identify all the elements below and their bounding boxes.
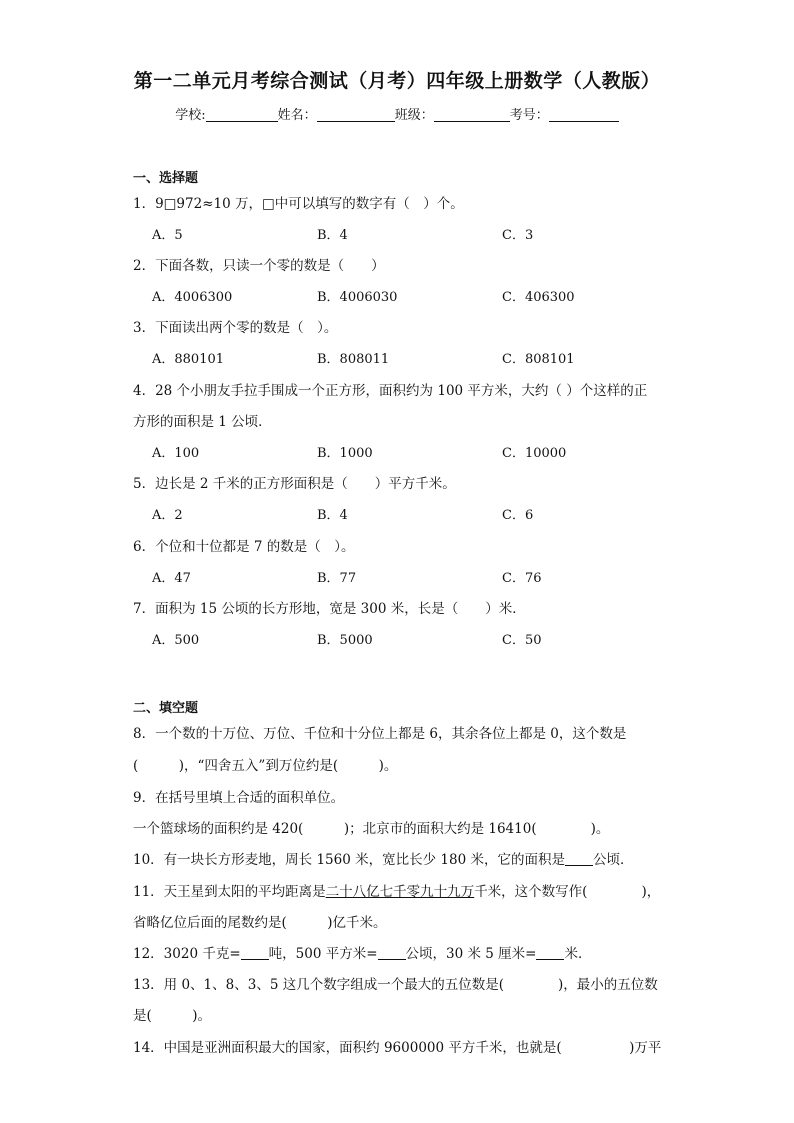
q6-option-c[interactable]: C．76 <box>502 571 542 586</box>
q1-option-c[interactable]: C．3 <box>502 228 534 243</box>
q4-option-c[interactable]: C．10000 <box>502 446 567 461</box>
school-label: 学校: <box>175 108 206 123</box>
q10-text: 10．有一块长方形麦地，周长 1560 米，宽比长少 180 米，它的面积是 <box>133 852 565 868</box>
question-13-line2: 是( )。 <box>133 1008 212 1024</box>
question-9-line1: 9．在括号里填上合适的面积单位。 <box>133 790 345 806</box>
q1-option-b[interactable]: B．4 <box>317 228 348 243</box>
q12-blank-2[interactable] <box>378 946 406 960</box>
q12-part3: 公顷，30 米 5 厘米= <box>405 946 537 962</box>
class-label: 班级： <box>394 108 434 123</box>
question-6: 6．个位和十位都是 7 的数是（ ）。 <box>133 539 355 555</box>
q12-blank-1[interactable] <box>241 946 269 960</box>
student-info <box>0 104 794 123</box>
question-4-line1: 4．28 个小朋友手拉手围成一个正方形，面积约为 100 平方米，大约（ ）个这样的正 <box>133 383 648 399</box>
question-10 <box>133 848 633 868</box>
page-title: 第一二单元月考综合测试（月考）四年级上册数学（人教版） <box>133 70 661 92</box>
q3-option-c[interactable]: C．808101 <box>502 352 575 367</box>
q3-option-a[interactable]: A．880101 <box>152 352 225 367</box>
question-12 <box>133 942 591 962</box>
question-11-line2: 省略亿位后面的尾数约是( )亿千米。 <box>133 915 387 931</box>
q1-option-a[interactable]: A．5 <box>152 228 183 243</box>
question-9-line2: 一个篮球场的面积约是 420( )；北京市的面积大约是 16410( )。 <box>133 821 610 837</box>
question-1: 1．9□972≈10 万，□中可以填写的数字有（ ）个。 <box>133 196 464 212</box>
name-blank[interactable] <box>317 107 395 122</box>
q2-option-a[interactable]: A．4006300 <box>152 290 233 305</box>
question-4-line2: 方形的面积是 1 公顷． <box>133 414 272 430</box>
q2-option-c[interactable]: C．406300 <box>502 290 575 305</box>
question-13-line1: 13．用 0、1、8、3、5 这几个数字组成一个最大的五位数是( )，最小的五位数 <box>133 977 658 993</box>
q11-underlined-number: 二十八亿七千零九十九万 <box>325 884 475 900</box>
q7-option-b[interactable]: B．5000 <box>317 633 373 648</box>
school-blank[interactable] <box>206 107 278 122</box>
question-8-line2: ( )，“四舍五入”到万位约是( )。 <box>133 758 398 774</box>
question-7: 7．面积为 15 公顷的长方形地，宽是 300 米，长是（ ）米． <box>133 601 526 617</box>
question-8-line1: 8．一个数的十万位、万位、千位和十分位上都是 6，其余各位上都是 0，这个数是 <box>133 726 627 742</box>
q10-unit: 公顷． <box>592 852 634 868</box>
q12-blank-3[interactable] <box>536 946 564 960</box>
q12-part1: 12．3020 千克= <box>133 946 241 962</box>
q5-option-b[interactable]: B．4 <box>317 508 348 523</box>
q10-blank[interactable] <box>565 852 593 866</box>
class-blank[interactable] <box>434 107 510 122</box>
question-2: 2．下面各数，只读一个零的数是（ ） <box>133 258 385 274</box>
q7-option-a[interactable]: A．500 <box>152 633 200 648</box>
section-choice-heading: 一、选择题 <box>133 171 199 186</box>
question-11-line1 <box>133 880 660 900</box>
q6-option-a[interactable]: A．47 <box>152 571 191 586</box>
q11-text-pre: 11．天王星到太阳的平均距离是 <box>133 884 326 900</box>
q2-option-b[interactable]: B．4006030 <box>317 290 398 305</box>
q3-option-b[interactable]: B．808011 <box>317 352 390 367</box>
question-14-line1: 14．中国是亚洲面积最大的国家，面积约 9600000 平方千米，也就是( )万平 <box>133 1040 662 1056</box>
question-5: 5．边长是 2 千米的正方形面积是（ ）平方千米。 <box>133 476 456 492</box>
number-label: 考号： <box>509 108 549 123</box>
q4-option-a[interactable]: A．100 <box>152 446 200 461</box>
q4-option-b[interactable]: B．1000 <box>317 446 373 461</box>
q7-option-c[interactable]: C．50 <box>502 633 542 648</box>
question-3: 3．下面读出两个零的数是（ ）。 <box>133 320 338 336</box>
q6-option-b[interactable]: B．77 <box>317 571 357 586</box>
q11-text-post: 千米，这个数写作( )， <box>474 884 661 900</box>
name-label: 姓名： <box>277 108 317 123</box>
section-fill-heading: 二、填空题 <box>133 701 199 716</box>
q12-part4: 米． <box>564 946 592 962</box>
q5-option-a[interactable]: A．2 <box>152 508 183 523</box>
number-blank[interactable] <box>549 107 619 122</box>
q5-option-c[interactable]: C．6 <box>502 508 534 523</box>
q12-part2: 吨，500 平方米= <box>268 946 378 962</box>
